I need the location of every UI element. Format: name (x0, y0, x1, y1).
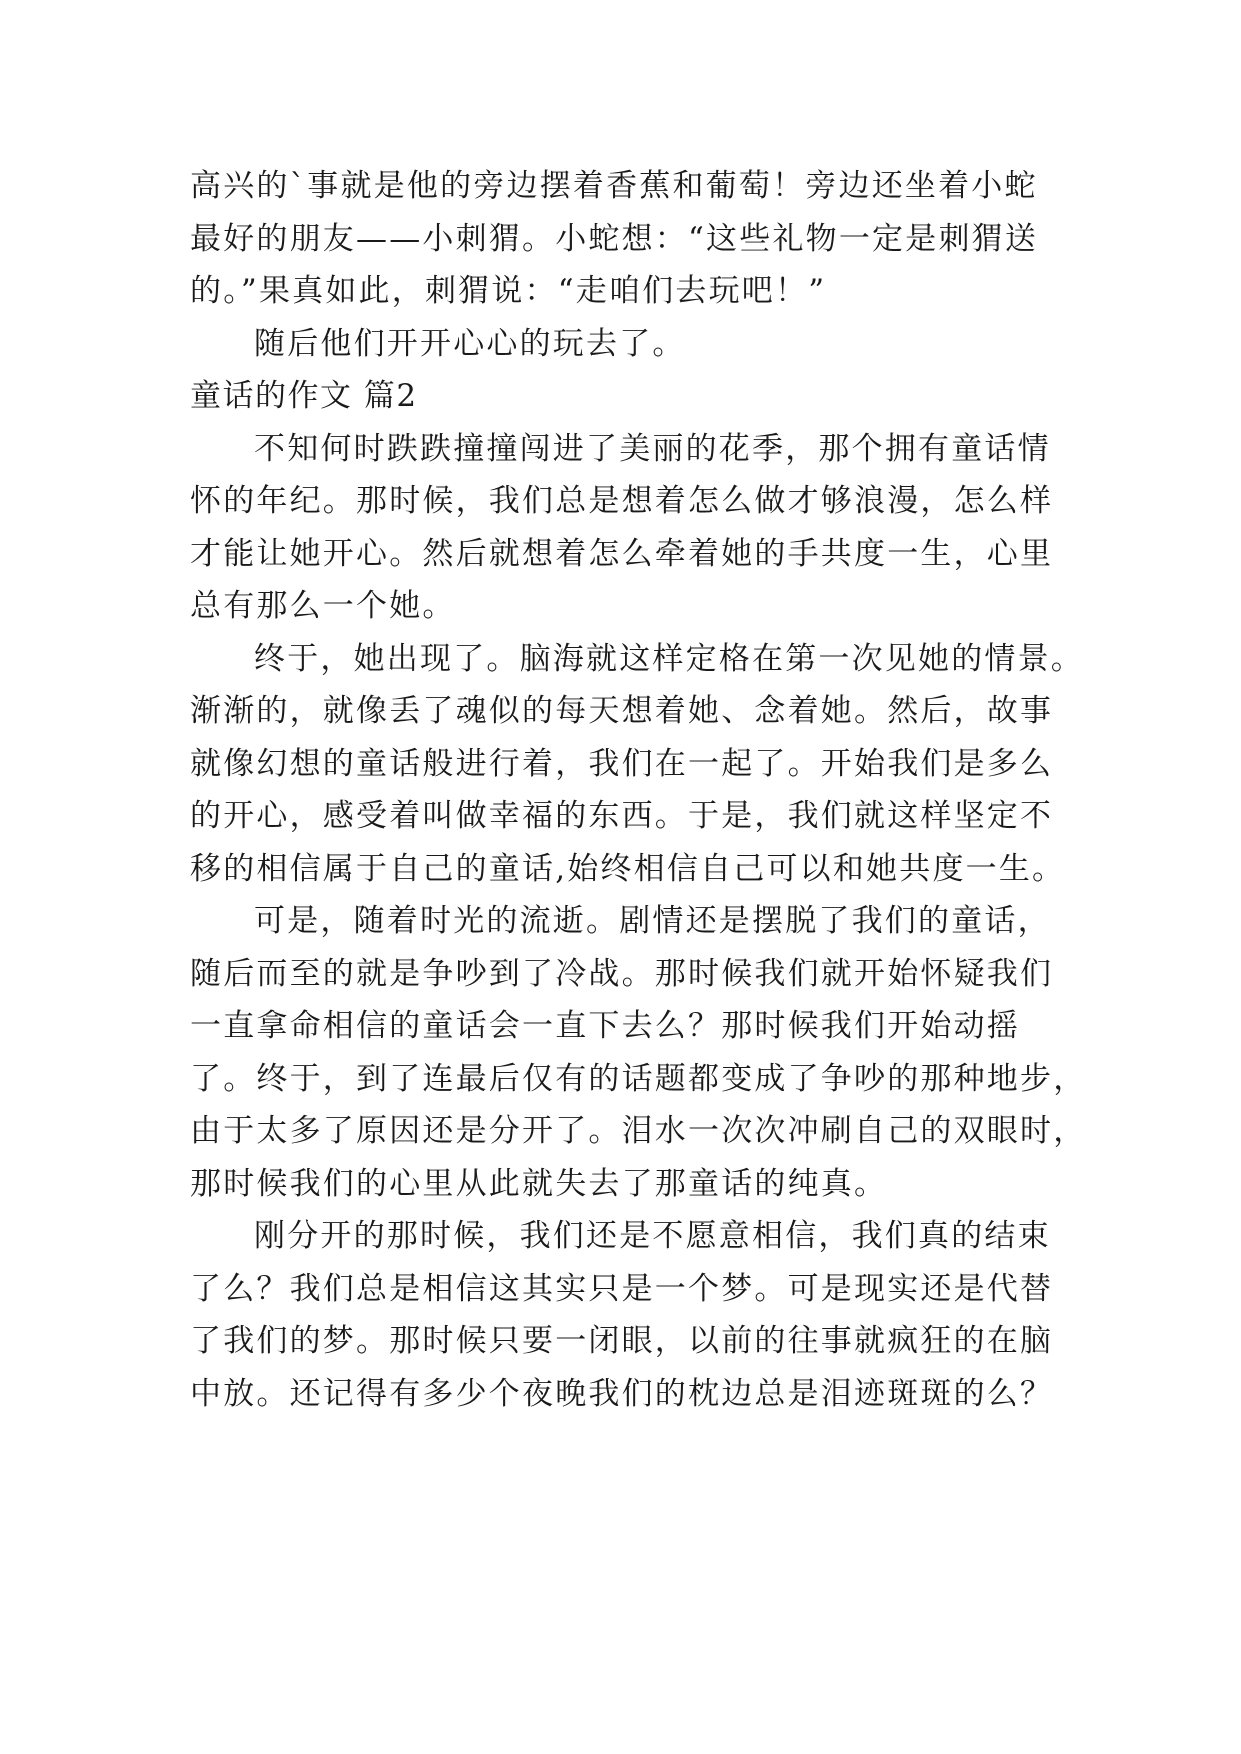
text-line: 了我们的梦。那时候只要一闭眼，以前的往事就疯狂的在脑 (190, 1323, 1054, 1359)
text-line: 随后而至的就是争吵到了冷战。那时候我们就开始怀疑我们 (190, 955, 1054, 992)
paragraph-start: 随后他们开开心心的玩去了。 (254, 325, 686, 362)
text-line: 了么？我们总是相信这其实只是一个梦。可是现实还是代替 (190, 1270, 1054, 1307)
paragraph-start: 刚分开的那时候，我们还是不愿意相信，我们真的结束 (254, 1218, 1051, 1254)
paragraph-start: 可是，随着时光的流逝。剧情还是摆脱了我们的童话， (254, 903, 1051, 939)
text-line: 就像幻想的童话般进行着，我们在一起了。开始我们是多么 (190, 745, 1054, 782)
text-line: 中放。还记得有多少个夜晚我们的枕边总是泪迹斑斑的么？ (190, 1375, 1054, 1412)
text-line: 由于太多了原因还是分开了。泪水一次次冲刷自己的双眼时， (190, 1113, 1087, 1149)
text-line: 一直拿命相信的童话会一直下去么？那时候我们开始动摇 (190, 1008, 1020, 1044)
text-line: 的开心，感受着叫做幸福的东西。于是，我们就这样坚定不 (190, 798, 1054, 834)
text-line: 最好的朋友——小刺猬。小蛇想：“这些礼物一定是刺猬送 (190, 220, 1039, 257)
paragraph-start: 终于，她出现了。脑海就这样定格在第一次见她的情景。 (254, 640, 1084, 677)
text-line: 渐渐的，就像丢了魂似的每天想着她、念着她。然后，故事 (190, 693, 1054, 729)
paragraph-start: 不知何时跌跌撞撞闯进了美丽的花季，那个拥有童话情 (254, 430, 1051, 467)
text-line: 了。终于，到了连最后仅有的话题都变成了争吵的那种地步， (190, 1060, 1087, 1097)
text-line: 的。”果真如此，刺猬说：“走咱们去玩吧！” (190, 273, 827, 309)
text-line: 才能让她开心。然后就想着怎么牵着她的手共度一生，心里 (190, 535, 1054, 572)
document-body (190, 160, 1087, 1420)
text-line: 怀的年纪。那时候，我们总是想着怎么做才够浪漫，怎么样 (190, 483, 1054, 519)
text-line: 那时候我们的心里从此就失去了那童话的纯真。 (190, 1165, 888, 1202)
text-line: 总有那么一个她。 (190, 588, 456, 624)
text-line: 高兴的`事就是他的旁边摆着香蕉和葡萄！旁边还坐着小蛇 (190, 168, 1038, 204)
section-heading: 童话的作文 篇2 (190, 378, 418, 414)
text-line: 移的相信属于自己的童话,始终相信自己可以和她共度一生。 (190, 850, 1066, 887)
